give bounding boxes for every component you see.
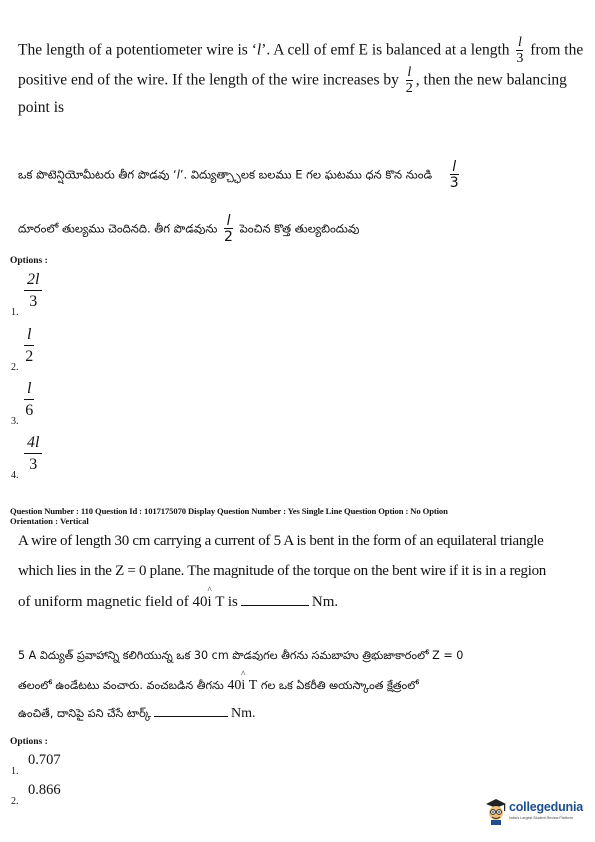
text-run: దూరంలో తుల్యము చెందినది. తీగ పొడవును xyxy=(18,221,218,236)
text-run: from the xyxy=(530,41,584,59)
text-run: The length of a potentiometer wire is ‘ xyxy=(18,41,257,59)
text-run: Nm. xyxy=(231,706,256,721)
symbol-l: l xyxy=(256,41,262,59)
option-denominator: 3 xyxy=(29,293,38,310)
option-2-value[interactable]: 0.866 xyxy=(28,782,61,798)
vector-letter: i xyxy=(207,594,212,610)
field-unit: T xyxy=(215,594,225,610)
fraction-l-over-3 xyxy=(450,160,459,190)
text-run: positive end of the wire. If the length of the wire increases by xyxy=(18,71,399,89)
option-numerator: l xyxy=(24,381,34,400)
q1-telugu-line-2 xyxy=(18,214,359,244)
q2-english-line-1: A wire of length 30 cm carrying a current of 5 A is bent in the form of an equilateral triangle xyxy=(18,533,544,549)
fraction-numerator: l xyxy=(224,214,233,229)
mascot-icon xyxy=(484,796,508,826)
symbol-l: l xyxy=(176,167,180,182)
option-number: 1. xyxy=(11,307,19,318)
text-run: గల ఒక ఏకరీతి అయస్కాంత క్షేత్రంలో xyxy=(260,679,419,692)
q2-options-label: Options : xyxy=(10,737,48,747)
option-number: 2. xyxy=(11,362,19,373)
text-run: ఒక పొటెన్షియోమీటరు తీగ పొడవు ‘ xyxy=(18,167,177,182)
field-unit: T xyxy=(248,678,258,693)
unit-vector-i xyxy=(241,669,246,694)
q1-english-line-2 xyxy=(18,66,567,96)
fraction-denominator: 3 xyxy=(516,51,524,66)
option-1-value[interactable]: 0.707 xyxy=(28,752,61,768)
option-2-fraction[interactable] xyxy=(24,327,34,365)
text-run: is xyxy=(227,594,238,610)
fraction-l-over-2 xyxy=(224,214,233,244)
fraction-numerator: l xyxy=(450,160,459,175)
field-value: 40 xyxy=(227,678,242,693)
option-number: 2. xyxy=(11,796,19,807)
fraction-denominator: 2 xyxy=(224,229,233,245)
option-numerator: 2l xyxy=(24,272,42,291)
q2-telugu-line-2 xyxy=(18,669,419,695)
hat-icon: ^ xyxy=(241,669,246,679)
logo-tagline: India's Largest Student Review Platform xyxy=(509,816,573,820)
option-number: 1. xyxy=(11,766,19,777)
text-run: ’. విద్యుత్చ్ఛాలక బలము E గల ఘటము ధన కొన నుండి xyxy=(179,167,433,182)
fraction-denominator: 2 xyxy=(405,81,413,96)
q1-telugu-line-1 xyxy=(18,160,462,190)
option-denominator: 2 xyxy=(25,348,34,365)
q2-english-line-2: which lies in the Z = 0 plane. The magnitude of the torque on the bent wire if it is in a region xyxy=(18,563,546,579)
text-run: , then the new balancing xyxy=(415,71,567,89)
fraction-numerator: l xyxy=(407,65,412,80)
fraction-l-over-3 xyxy=(516,36,523,66)
answer-blank xyxy=(241,605,309,606)
vector-letter: i xyxy=(241,678,246,693)
option-numerator: 4l xyxy=(24,435,42,454)
q2-telugu-line-3 xyxy=(18,706,256,723)
option-3-fraction[interactable] xyxy=(24,381,34,419)
q1-english-line-1 xyxy=(18,36,583,66)
q1-english-line-3: point is xyxy=(18,99,65,116)
question-metadata-line-2: Orientation : Vertical xyxy=(10,516,89,526)
q2-english-line-3 xyxy=(18,585,339,611)
text-run: of uniform magnetic field of xyxy=(18,594,189,610)
option-1-fraction[interactable] xyxy=(24,272,42,310)
collegedunia-logo[interactable] xyxy=(484,794,584,830)
unit-vector-i xyxy=(207,585,212,611)
option-number: 4. xyxy=(11,470,19,481)
option-number: 3. xyxy=(11,416,19,427)
q2-telugu-line-1: 5 A విద్యుత్ ప్రవాహాన్ని కలిగియున్న ఒక 30 cm పొడవుగల తీగను సమబాహు త్రిభుజాకారంలో Z = 0 xyxy=(18,649,464,662)
text-run: ’. A cell of emf E is balanced at a length xyxy=(261,41,510,59)
fraction-l-over-2 xyxy=(406,66,413,96)
option-denominator: 6 xyxy=(25,402,34,419)
hat-icon: ^ xyxy=(207,585,212,595)
fraction-denominator: 3 xyxy=(449,175,459,191)
text-run: తలంలో ఉండేటటు వంచారు. వంచబడిన తీగను xyxy=(18,679,224,692)
answer-blank xyxy=(154,716,228,717)
option-4-fraction[interactable] xyxy=(24,435,42,473)
text-run: పెంచిన కొత్త తుల్యబిందువు xyxy=(239,221,360,236)
q1-options-label: Options : xyxy=(10,256,48,266)
question-metadata-line-1: Question Number : 110 Question Id : 1017175070 Display Question Number : Yes Single Line Question Option : No Option xyxy=(10,506,448,516)
logo-wordmark: collegedunia xyxy=(509,800,584,814)
text-run: ఉంచితే, దానిపై పని చేసే టార్క్ xyxy=(18,707,152,720)
option-numerator: l xyxy=(24,327,34,346)
option-denominator: 3 xyxy=(29,456,38,473)
field-value: 40 xyxy=(192,594,208,610)
text-run: Nm. xyxy=(311,594,339,610)
field-expression xyxy=(227,669,258,693)
fraction-numerator: l xyxy=(517,35,522,50)
